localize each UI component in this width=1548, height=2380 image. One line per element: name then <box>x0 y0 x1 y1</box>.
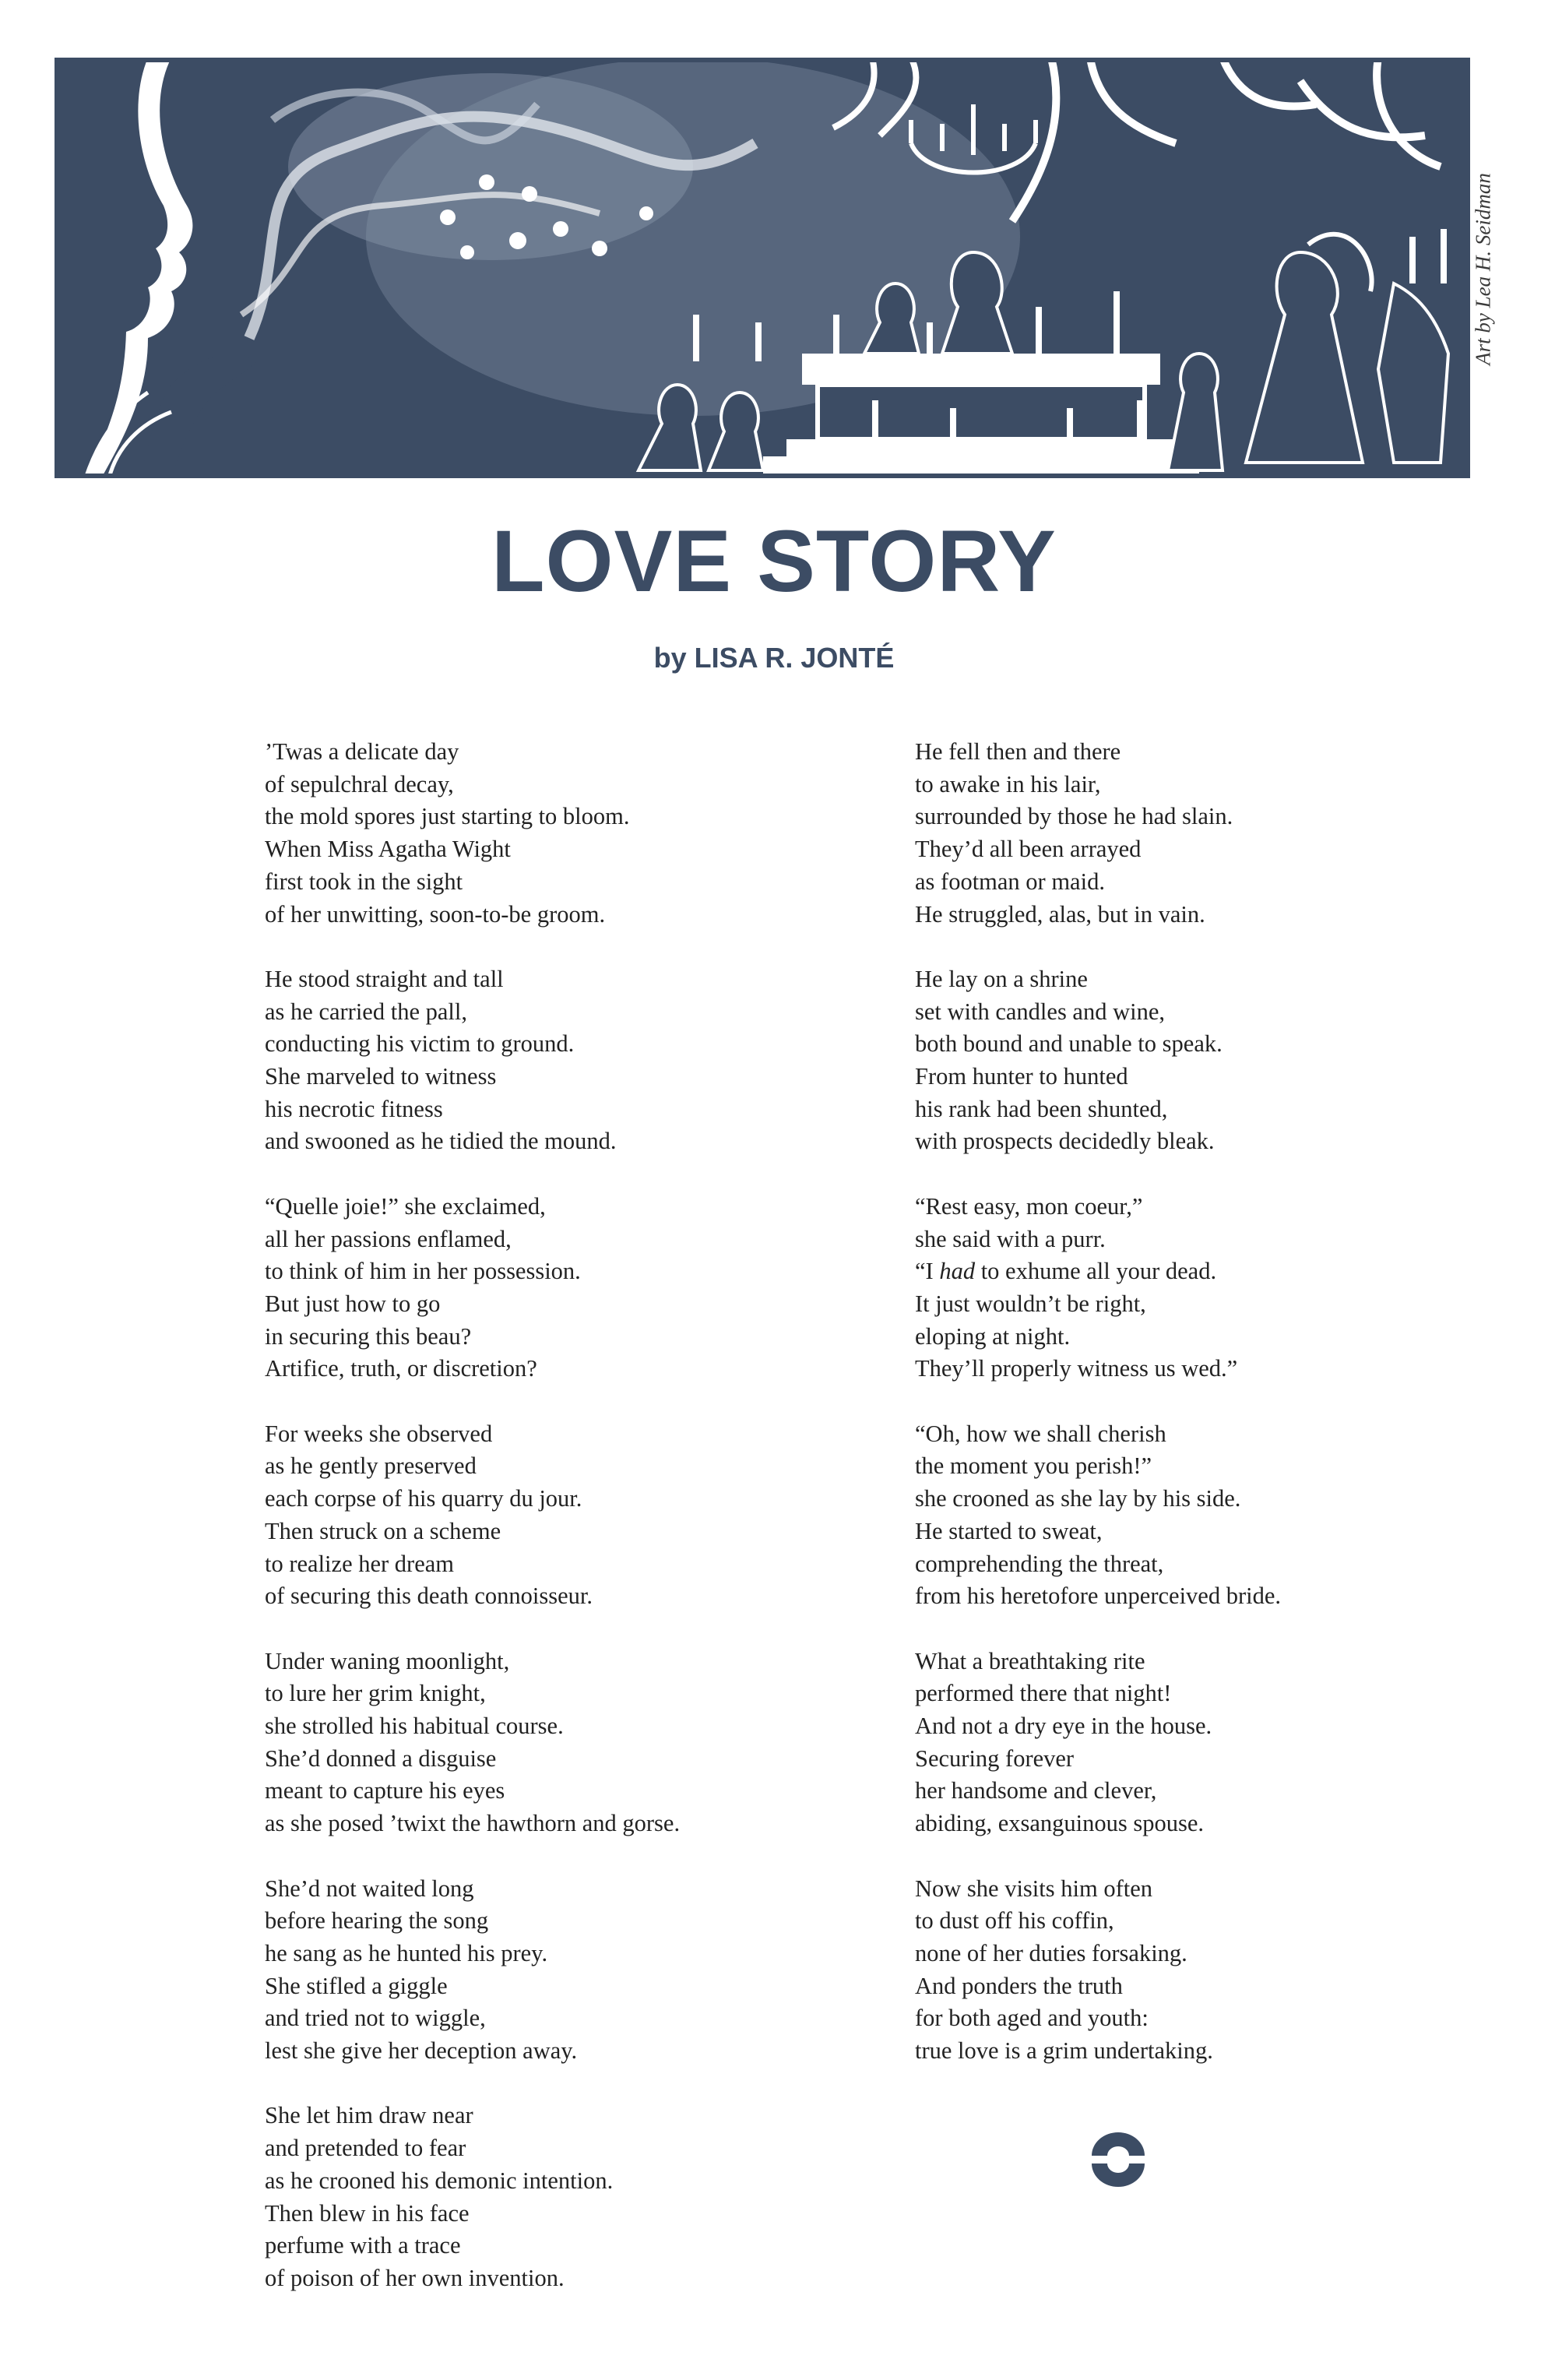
stanza <box>915 1646 1429 1840</box>
poem-line: performed there that night! <box>915 1680 1172 1707</box>
poem-line: and swooned as he tidied the mound. <box>265 1128 617 1155</box>
poem-line: his rank had been shunted, <box>915 1095 1168 1122</box>
poem-line: They’ll properly witness us wed.” <box>915 1355 1238 1382</box>
altar-step <box>786 439 1176 456</box>
poem-line: in securing this beau? <box>265 1322 472 1350</box>
poem-line: of her unwitting, soon-to-be groom. <box>265 900 606 928</box>
altar-base <box>818 385 1145 439</box>
poem-line: When Miss Agatha Wight <box>265 836 511 863</box>
poem-line: She marveled to witness <box>265 1063 497 1090</box>
poem-line: the moment you perish!” <box>915 1452 1152 1480</box>
poem-line: Then blew in his face <box>265 2199 470 2227</box>
stanza <box>915 1191 1429 1385</box>
poem-line: But just how to go <box>265 1290 441 1317</box>
poem-line: with prospects decidedly bleak. <box>915 1128 1215 1155</box>
stanza <box>915 736 1429 931</box>
poem-line: as he carried the pall, <box>265 998 467 1025</box>
stanza <box>265 1418 748 1613</box>
stanza <box>265 1646 748 1840</box>
mist <box>288 73 693 260</box>
poem-line: as footman or maid. <box>915 868 1105 895</box>
poem-line: all her passions enflamed, <box>265 1225 512 1252</box>
poem-title: LOVE STORY <box>491 512 1057 610</box>
poem-line: true love is a grim undertaking. <box>915 2037 1213 2065</box>
poem-line: “Rest easy, mon coeur,” <box>915 1192 1143 1220</box>
poem-line: he sang as he hunted his prey. <box>265 1939 548 1966</box>
poem-line: of sepulchral decay, <box>265 770 454 797</box>
emphasized-word: had <box>939 1258 976 1285</box>
poem-line: comprehending the threat, <box>915 1550 1164 1577</box>
poem-line: Artifice, truth, or discretion? <box>265 1355 537 1382</box>
poem-line: and pretended to fear <box>265 2135 466 2162</box>
poem-line: meant to capture his eyes <box>265 1777 505 1804</box>
poem-byline: by LISA R. JONTÉ <box>653 642 895 674</box>
poem-line: She let him draw near <box>265 2102 473 2129</box>
illustration-svg <box>55 58 1470 478</box>
poem-line: she said with a purr. <box>915 1225 1106 1252</box>
poem-line: perfume with a trace <box>265 2232 461 2259</box>
poem-line: He started to sweat, <box>915 1517 1103 1544</box>
poem-line: They’d all been arrayed <box>915 836 1142 863</box>
poem-line: Now she visits him often <box>915 1875 1152 1902</box>
end-of-story-mark-icon <box>1089 2132 1148 2187</box>
stanza <box>265 736 748 931</box>
stanza <box>915 1418 1429 1613</box>
poem-line: to lure her grim knight, <box>265 1680 486 1707</box>
poem-line: She’d donned a disguise <box>265 1745 497 1772</box>
poem-line: of securing this death connoisseur. <box>265 1583 593 1610</box>
poem-line: Under waning moonlight, <box>265 1647 510 1674</box>
poem-line: for both aged and youth: <box>915 2005 1149 2032</box>
poem-line: What a breathtaking rite <box>915 1647 1145 1674</box>
poem-line: the mold spores just starting to bloom. <box>265 803 630 830</box>
poem-line: He lay on a shrine <box>915 965 1088 992</box>
poem-line: abiding, exsanguinous spouse. <box>915 1810 1205 1837</box>
poem-left-column <box>265 736 748 2327</box>
poem-line: from his heretofore unperceived bride. <box>915 1583 1282 1610</box>
poem-line: set with candles and wine, <box>915 998 1166 1025</box>
poem-line: of poison of her own invention. <box>265 2264 565 2291</box>
poem-line: From hunter to hunted <box>915 1063 1128 1090</box>
poem-line: to awake in his lair, <box>915 770 1101 797</box>
poem-line: Securing forever <box>915 1745 1075 1772</box>
poem-line: as he gently preserved <box>265 1452 477 1480</box>
poem-line: It just wouldn’t be right, <box>915 1290 1146 1317</box>
poem-line: And not a dry eye in the house. <box>915 1713 1212 1740</box>
poem-line: she strolled his habitual course. <box>265 1713 564 1740</box>
poem-line: each corpse of his quarry du jour. <box>265 1485 582 1512</box>
poem-line: to realize her dream <box>265 1550 455 1577</box>
poem-line: his necrotic fitness <box>265 1095 443 1122</box>
poem-line: eloping at night. <box>915 1322 1071 1350</box>
poem-line: to think of him in her possession. <box>265 1258 581 1285</box>
poem-line: both bound and unable to speak. <box>915 1030 1223 1058</box>
poem-line: Then struck on a scheme <box>265 1517 501 1544</box>
poem-line: lest she give her deception away. <box>265 2037 578 2065</box>
poem-line: She stifled a giggle <box>265 1972 448 1999</box>
poem-line: to dust off his coffin, <box>915 1907 1114 1935</box>
stanza <box>265 2100 748 2294</box>
poem-line: her handsome and clever, <box>915 1777 1157 1804</box>
poem-line: “I had to exhume all your dead. <box>915 1258 1217 1285</box>
header-illustration <box>55 58 1470 478</box>
poem-line: He struggled, alas, but in vain. <box>915 900 1205 928</box>
poem-right-column <box>915 736 1429 2100</box>
stanza <box>265 963 748 1158</box>
poem-line: “Quelle joie!” she exclaimed, <box>265 1192 546 1220</box>
poem-line: He stood straight and tall <box>265 965 504 992</box>
poem-line: ’Twas a delicate day <box>265 738 459 765</box>
poem-line: He fell then and there <box>915 738 1121 765</box>
stanza <box>265 1191 748 1385</box>
poem-line: “Oh, how we shall cherish <box>915 1420 1166 1447</box>
poem-line: and tried not to wiggle, <box>265 2005 486 2032</box>
stanza <box>915 963 1429 1158</box>
poem-line: as he crooned his demonic intention. <box>265 2167 614 2194</box>
stanza <box>265 1873 748 2068</box>
poem-line: none of her duties forsaking. <box>915 1939 1187 1966</box>
poem-line: as she posed ’twixt the hawthorn and gorse. <box>265 1810 681 1837</box>
poem-line: For weeks she observed <box>265 1420 493 1447</box>
altar-step <box>763 456 1199 474</box>
poem-line: conducting his victim to ground. <box>265 1030 575 1058</box>
poem-line: she crooned as she lay by his side. <box>915 1485 1241 1512</box>
art-credit: Art by Lea H. Seidman <box>1471 173 1495 365</box>
poem-line: She’d not waited long <box>265 1875 474 1902</box>
poem-line: And ponders the truth <box>915 1972 1123 1999</box>
poem-line: before hearing the song <box>265 1907 489 1935</box>
poem-line: first took in the sight <box>265 868 463 895</box>
stanza <box>915 1873 1429 2068</box>
poem-line: surrounded by those he had slain. <box>915 803 1233 830</box>
altar-top <box>802 354 1160 385</box>
